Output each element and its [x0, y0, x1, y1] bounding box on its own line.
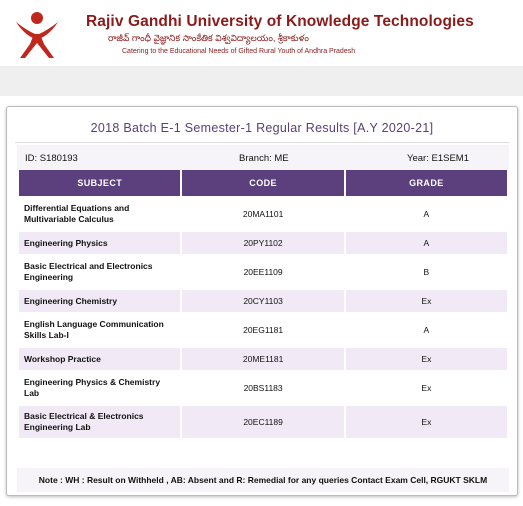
grade-cell: A: [346, 314, 507, 346]
table-row: [19, 406, 507, 438]
code-cell: 20EG1181: [182, 314, 343, 346]
table-row: [19, 348, 507, 370]
table-row: [19, 256, 507, 288]
student-year: [407, 153, 469, 164]
student-year-value: E1SEM1: [431, 153, 469, 164]
column-header-subject: SUBJECT: [19, 170, 180, 196]
code-cell: 20BS1183: [182, 372, 343, 404]
code-cell: 20PY1102: [182, 232, 343, 254]
grade-cell: A: [346, 232, 507, 254]
page-header: [0, 0, 523, 66]
table-row: [19, 314, 507, 346]
nav-band: [0, 66, 523, 96]
column-header-code: CODE: [182, 170, 343, 196]
code-cell: 20CY1103: [182, 290, 343, 312]
grade-cell: B: [346, 256, 507, 288]
subject-cell: Differential Equations and Multivariable Calculus: [19, 198, 180, 230]
code-cell: 20MA1101: [182, 198, 343, 230]
table-row: [19, 232, 507, 254]
subject-cell: Basic Electrical and Electronics Engineering: [19, 256, 180, 288]
subject-cell: Workshop Practice: [19, 348, 180, 370]
student-id: [25, 153, 78, 164]
table-row: [19, 372, 507, 404]
results-table: [17, 168, 509, 440]
subject-cell: Engineering Physics & Chemistry Lab: [19, 372, 180, 404]
title-divider: [15, 142, 509, 143]
subject-cell: Engineering Physics: [19, 232, 180, 254]
table-header-row: [19, 170, 507, 196]
table-row: [19, 198, 507, 230]
subject-cell: Engineering Chemistry: [19, 290, 180, 312]
student-branch-value: ME: [274, 153, 289, 164]
code-cell: 20ME1181: [182, 348, 343, 370]
rgukt-logo-icon: [14, 10, 60, 60]
code-cell: 20EC1189: [182, 406, 343, 438]
grade-cell: Ex: [346, 348, 507, 370]
results-card: [6, 106, 518, 496]
student-id-value: S180193: [39, 153, 78, 164]
university-name: Rajiv Gandhi University of Knowledge Technologies: [86, 13, 474, 30]
grade-cell: A: [346, 198, 507, 230]
code-cell: 20EE1109: [182, 256, 343, 288]
results-note: Note : WH : Result on Withheld , AB: Absent and R: Remedial for any queries Contact Exam Cell, RGUKT SKLM: [17, 468, 509, 492]
grade-cell: Ex: [346, 372, 507, 404]
grade-cell: Ex: [346, 290, 507, 312]
subject-cell: Basic Electrical & Electronics Engineering Lab: [19, 406, 180, 438]
results-title: 2018 Batch E-1 Semester-1 Regular Results [A.Y 2020-21]: [90, 121, 434, 135]
column-header-grade: GRADE: [346, 170, 507, 196]
university-tagline: Catering to the Educational Needs of Gifted Rural Youth of Andhra Pradesh: [122, 48, 356, 55]
subject-cell: English Language Communication Skills Lab-I: [19, 314, 180, 346]
student-id-label: ID:: [25, 153, 38, 164]
student-year-label: Year:: [407, 153, 429, 164]
grade-cell: Ex: [346, 406, 507, 438]
table-row: [19, 290, 507, 312]
student-branch-label: Branch:: [239, 153, 272, 164]
university-name-telugu: రాజీవ్ గాంధీ వైజ్ఞానిక సాంకేతిక విశ్వవిద్యాలయం, శ్రీకాకుళం: [108, 33, 309, 43]
student-branch: [239, 153, 289, 164]
